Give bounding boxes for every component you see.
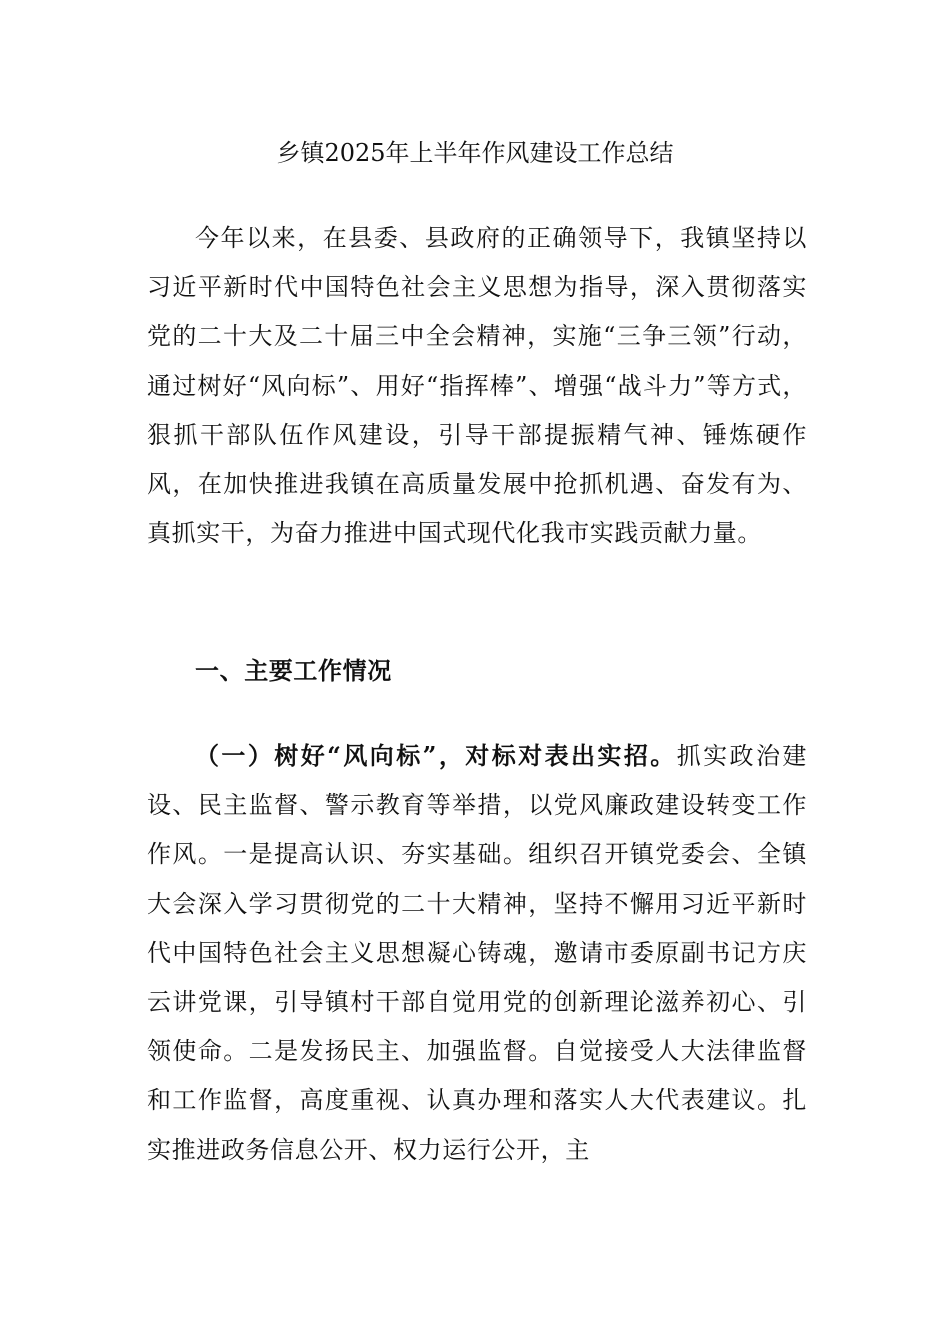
subsection-paragraph — [147, 731, 807, 1175]
document-title: 乡镇2025年上半年作风建设工作总结 — [276, 139, 674, 167]
intro-paragraph: 今年以来，在县委、县政府的正确领导下，我镇坚持以习近平新时代中国特色社会主义思想为指导，深入贯彻落实党的二十大及二十届三中全会精神，实施“三争三领”行动，通过树好“风向标”、用好“指挥棒”、增强“战斗力”等方式，狠抓干部队伍作风建设，引导干部提振精气神、锤炼硬作风，在加快推进我镇在高质量发展中抢抓机遇、奋发有为、真抓实干，为奋力推进中国式现代化我市实践贡献力量。 — [147, 224, 807, 548]
subsection-lead: （一）树好“风向标”，对标对表出实招。 — [195, 741, 677, 770]
section-heading: 一、主要工作情况 — [195, 656, 392, 685]
subsection-text: 抓实政治建设、民主监督、警示教育等举措，以党风廉政建设转变工作作风。一是提高认识、夯实基础。组织召开镇党委会、全镇大会深入学习贯彻党的二十大精神，坚持不懈用习近平新时代中国特色社会主义思想凝心铸魂，邀请市委原副书记方庆云讲党课，引导镇村干部自觉用党的创新理论滋养初心、引领使命。二是发扬民主、加强监督。自觉接受人大法律监督和工作监督，高度重视、认真办理和落实人大代表建议。扎实推进政务信息公开、权力运行公开，主 — [147, 742, 808, 1164]
